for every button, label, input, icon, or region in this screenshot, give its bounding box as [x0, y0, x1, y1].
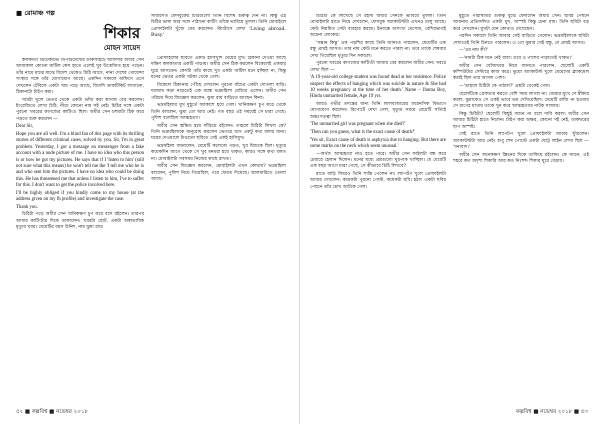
paragraph: —'ওর নাম কী?' [459, 48, 489, 54]
right-page [300, 0, 600, 424]
paragraph: চিঠিটা পড়ে অধীর সেন খানিকক্ষণ চুপ করে বসে রইলেন। তারপর আবার কাটিংটার দিকে তাকালেন। খবরটা ছোট, একটা অস্বাভাবিক মৃত্যুর খবর। মেয়েটির বয়স উনিশ, নাম ঝুমা রায়। [16, 212, 144, 231]
paragraph: কিন্তু চিঠিটা? ছেলেটি কিছুই জানে না বলে দাবি করল। অধীর সেন আবার চিঠিটা হাতে নিলেন। টাইপ করা অক্ষর, কোনো সই নেই, ডাকঘরের ছাপ অস্পষ্ট। [453, 112, 589, 130]
paragraph: —'তাহলে চিঠিটা কে পাঠাল?' প্রশ্নটা থেকেই গেল। [459, 84, 551, 89]
right-column-1 [310, 14, 446, 404]
paragraph: চিঠিটি কে লিখেছে সে রহস্য অধীর সেনকে ভাবিয়ে তুলল। তিনি মোবাইলটা হাতে নিয়ে দেখলেন, ফেসবুক অ্যাকাউন্টটা এখনও চালু আছে। কেউ নিয়মিত সেটা ব্যবহার করছে। ইনবক্সে অসংখ্য মেসেজ, বেশিরভাগই অচেনা লোকের। [310, 14, 446, 39]
paragraph: Hope you are all well. I'm a blind fan of this page with its thrilling stories of different criminal cases, solved by you. Sir, I'm in great problem. Yesterday, I got a message on messenger from a fake account with a nude picture of me. I have no idea who this person is or how he got my pictures. He says that if I 'listen to him' (still not sure what this means) he won't tell me the 'I tell me who he is and who sent him the pictures. I have no idea who could be doing this. He has threatened me that unless I listen to him, I've to suffer for this. I don't want to get the police involved here. [16, 132, 144, 189]
paragraph: ছেলেটিকে গ্রেফতার করতে বেশি সময় লাগল না। জেরার মুখে সে স্বীকার করল, ঝুমাকেও সে একই ভাবে ভয় দেখিয়েছিল। মেয়েটি রাজি না হওয়ায় সে রাগের মাথায় তাকে খুন করে আত্মহত্যার নাটক সাজায়। [453, 91, 589, 110]
story-title: শিকার [103, 24, 141, 42]
right-column-2 [453, 14, 589, 404]
paragraph: খামটা খুলে ভেতর থেকে একটা ভাঁজ করা কাগজ বের করলেন। ইংরেজিতে লেখা চিঠি, নীচে কোনো নাম সই নেই। চিঠির সঙ্গে একটা পুরনো খবরের কাগজের কাটিংও ছিল। অধীর সেন চশমাটা ঠিক করে পড়তে শুরু করলেন — [16, 97, 144, 122]
section-header: ■ রোমাঞ্চ গল্প [16, 9, 55, 17]
paragraph: 'Yes sir, Exact cause of death is asphyxia due to hanging. But there are some marks on the neck which seem unusual.' [310, 137, 446, 150]
paragraph: Thank you. [16, 204, 38, 210]
paragraph: অধীর সেন জিজ্ঞেস করলেন, মোবাইলটা এখন কোথায়? ভদ্রমহিলা বললেন, পুলিশ নিয়ে গিয়েছিল, পরে ফেরত দিয়েছে। আলমারিতে তোলা আছে। [151, 164, 286, 183]
paragraph: পুরনো খবরের কাগজের কাটিংটা আবার বের করলেন অধীর সেন। খবরে লেখা ছিল — [310, 61, 446, 73]
paragraph: ভদ্রমহিলা জানালেন, মেয়েটি কলেজে পড়ত, খুব মিশুকে ছিল। মৃত্যুর কয়েকদিন আগে থেকে সে খুব মনমরা হয়ে থাকত, কারও সঙ্গে কথা বলত না। মোবাইলটা সবসময় নিজের কাছে রাখত। [151, 144, 286, 162]
paragraph: অধীর সেন স্তম্ভিত হয়ে দাঁড়িয়ে রইলেন। তাহলে চিঠিটা লিখল কে? তিনি ভদ্রমহিলাকে অনুরোধ করলেন ভেতরে বসে একটু কথা বলার জন্য। ঘরের দেওয়ালে টাঙানো ছবিতে সেই একই হাসিমুখ। [151, 123, 286, 142]
left-column-2 [151, 56, 286, 402]
paragraph: বিকেলে ঠিকানায় পৌঁছে দেখলেন পুরনো ধাঁচের একটা দোতলা বাড়ি। দরজায় কড়া নাড়তেই এক বয়স্ক ভদ্রমহিলা বেরিয়ে এলেন। অধীর সেন পরিচয় দিয়ে জিজ্ঞেস করলেন, ঝুমা রায় বাড়িতে আছেন কিনা। [151, 82, 286, 101]
paragraph: কলকাতা ডিটেকটিভ ডিপার্টমেন্টের ডাকসাইটে অফিসার অধীর সেন আজকাল কোনো জটিল কেস হাতে এলেই খুব উত্তেজিত হয়ে পড়েন। তাঁর নামে মাঝে মাঝে বিদেশ থেকেও চিঠি আসে, নানা দেশের গোয়েন্দা সংস্থার সঙ্গে তাঁর যোগাযোগ আছে। একদিন সকালে অফিসে এসে দেখলেন টেবিলে একটা খাম পড়ে আছে, বিদেশি ডাকটিকিট লাগানো, ঠিকানাটা টাইপ করা। [16, 58, 144, 96]
paragraph: রাতে বাড়ি ফিরেও তিনি শান্তি পেলেন না। ল্যাপটপ খুলে প্রোফাইলটা আবার দেখলেন। কয়েকটা পুরনো পোস্ট, কয়েকটা ছবি। হঠাৎ একটা ছবির পেছনে তাঁর চোখ আটকে গেল। [310, 172, 446, 190]
right-page-footer: কল্পবিশ্ব ■ নভেম্বর ২০১৮ ■ ৫৩ [516, 409, 588, 415]
left-page-footer: ৫২ ■ কল্পবিশ্ব ■ নভেম্বর ২০১৮ [16, 409, 88, 415]
paragraph: —'নামটা ঠিক মনে নেই বাবা। তবে ও পাশের পাড়াতেই থাকত।' [459, 56, 573, 61]
paragraph: ভদ্রমহিলার মুখ মুহূর্তে ফ্যাকাশে হয়ে গেল। খানিকক্ষণ চুপ করে থেকে তিনি বললেন, ঝুমা তো আর নেই। গত বছর এই সময়েই সে মারা গেছে। পুলিশ বলেছিল আত্মহত্যা। [151, 103, 286, 122]
paragraph: প্রোফাইলের ছবিতে একটি হাসিখুশি মেয়ের মুখ। ঠিকানা দেওয়া আছে দক্ষিণ কলকাতার একটি পাড়ায়। অধীর সেন ঠিক করলেন বিকেলেই একবার ঘুরে আসবেন। কেসটা তাঁর কাছে খুব একটা জটিল মনে হচ্ছিল না, কিন্তু মনের ভেতর একটা খটকা থেকে গেল। [151, 56, 286, 81]
paragraph: 'Then can you guess, what is the exact cause of death?' [310, 130, 415, 136]
paragraph: মুহূর্তে পরিস্থিতির গুরুত্ব বুঝে ফেললেন অধীর সেন। ছবির পেছনে আয়নায় প্রতিফলিত একটা মুখ, অস্পষ্ট কিন্তু চেনা যায়। তিনি ছবিটা বড় করে দেখলেন। মুখটা যেন কোথাও দেখেছেন। [453, 14, 589, 32]
paragraph: —অর্থাৎ আত্মহত্যা নাও হতে পারে। অধীর সেন ফাইলটা বন্ধ করে চেয়ারে হেলান দিলেন। মনের মধ্যে প্রশ্নগুলো ঘুরপাক খাচ্ছিল। যে মেয়েটি এক বছর আগে মারা গেছে, সে কীভাবে চিঠি লিখবে? [310, 151, 446, 170]
paragraph: Dear Sir, [16, 124, 34, 130]
paragraph: অধীর সেন অনেকক্ষণ স্ক্রিনের দিকে তাকিয়ে রইলেন। কে জানে, এই শহরে কত অদৃশ্য শিকারি আর কত নিঃশব্দ শিকার ঘুরে বেড়ায়। [453, 152, 589, 165]
story-author: মোহন সায়েদ [103, 44, 141, 52]
paragraph: I'll be highly obliged if you kindly come to my house (at the address given on my fb profile) and investigate the case. [16, 190, 144, 203]
paragraph: অধীর সেন খোঁজখবর নিয়ে জানতে পারলেন, ছেলেটি একটি কম্পিউটার সেন্টারে কাজ করে। ভুয়ো অ্যাকাউন্ট খুলে মেয়েদের ব্ল্যাকমেল করাই ছিল তার আসল পেশা। [453, 63, 589, 82]
paragraph: আরও গভীর তদন্তের জন্য তিনি লালবাজারের ফরেনসিক বিভাগে যোগাযোগ করলেন। রিপোর্টে দেখা গেল, মৃত্যুর সময়ে মেয়েটি সত্যিই অন্তঃসত্ত্বা ছিল। [310, 102, 446, 120]
left-column-2-intro: সাধারণত ফেসবুকের চিঠিগুলো তিনি বিশেষ গুরুত্ব দেন না। কিন্তু এই চিঠির ভাষা আর সঙ্গে পাঠানো কাটিং তাঁকে ভাবিয়ে তুলল। তিনি মোবাইলে প্রোফাইলটা খুঁজে বের করলেন। স্ট্যাটাসে লেখা 'Living abroad. Busy.' [151, 14, 286, 39]
paragraph: সেই রাতে তিনি ল্যাপটপ খুলে প্রোফাইলটা আবার খুঁজলেন। অ্যাকাউন্টটা আর নেই। শুধু শেষ পোস্টে একটা ছোট্ট লাইন লেখা ছিল — 'ধন্যবাদ।' [453, 132, 589, 151]
paragraph: 'A 19-year-old college student was found dead at her residence. Police suspect the effects of hanging which was suicide in nature & She had 10 weeks pregnancy at the time of her death.' Name – Jhuma Roy, Hindu unmarried female, Age 19 yrs. [310, 75, 446, 100]
paragraph: 'The unmarried girl was pregnant when she died?' [310, 122, 406, 128]
paragraph: পরদিন সকালে তিনি আবার সেই বাড়িতে গেলেন। ভদ্রমহিলাকে ছবিটা দেখাতেই তিনি চিনতে পারলেন। এ তো ঝুমার সেই বন্ধু, যে প্রায়ই আসত। [453, 34, 589, 46]
paragraph: 'সন্তান কিন্তু' এক পড়শির কাছে তিনি জানতে পারলেন, মেয়েটির এক বন্ধু প্রায়ই আসত। তার নাম কেউ মনে করতে পারল না। তবে তাকে শেষবার দেখা গিয়েছিল মৃত্যুর দিন সকালে। [310, 40, 446, 59]
left-column-1 [16, 58, 144, 404]
